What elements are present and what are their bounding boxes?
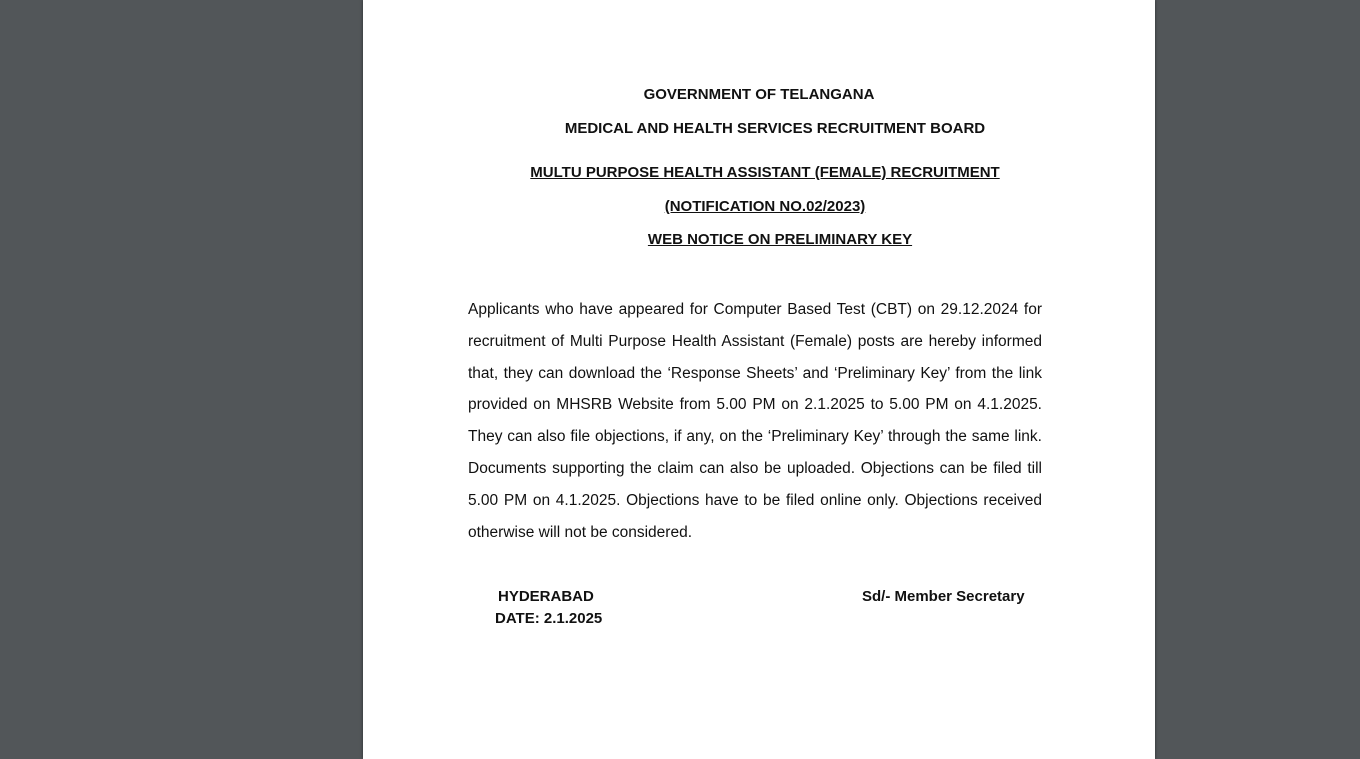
body-line: recruitment of Multi Purpose Health Assistant (Female) posts are hereby informed	[468, 332, 1042, 350]
body-line: provided on MHSRB Website from 5.00 PM on 2.1.2025 to 5.00 PM on 4.1.2025.	[468, 396, 1042, 414]
body-line: otherwise will not be considered.	[468, 523, 693, 541]
recruitment-heading	[369, 163, 1161, 183]
body-line: 5.00 PM on 4.1.2025. Objections have to be filed online only. Objections received	[468, 491, 1042, 509]
body-line: They can also file objections, if any, on the ‘Preliminary Key’ through the same link.	[468, 428, 1042, 446]
government-heading: GOVERNMENT OF TELANGANA	[643, 86, 875, 103]
notification-heading-text: (NOTIFICATION NO.02/2023)	[664, 198, 866, 215]
body-line: Applicants who have appeared for Computer Based Test (CBT) on 29.12.2024 for	[468, 301, 1042, 318]
board-heading: MEDICAL AND HEALTH SERVICES RECRUITMENT BOARD	[564, 120, 986, 137]
body-line: Documents supporting the claim can also be uploaded. Objections can be filed till	[468, 459, 1042, 477]
notification-heading	[369, 197, 1161, 217]
notice-heading	[384, 230, 1176, 250]
body-line: that, they can download the ‘Response Sheets’ and ‘Preliminary Key’ from the link	[468, 364, 1042, 382]
notice-body	[468, 294, 1042, 548]
document-page	[363, 0, 1155, 759]
date-label: DATE: 2.1.2025	[495, 610, 603, 627]
recruitment-heading-text: MULTU PURPOSE HEALTH ASSISTANT (FEMALE) RECRUITMENT	[530, 164, 1000, 181]
signature-label: Sd/- Member Secretary	[862, 588, 1025, 605]
place-label: HYDERABAD	[498, 588, 594, 605]
notice-heading-text: WEB NOTICE ON PRELIMINARY KEY	[647, 231, 913, 248]
